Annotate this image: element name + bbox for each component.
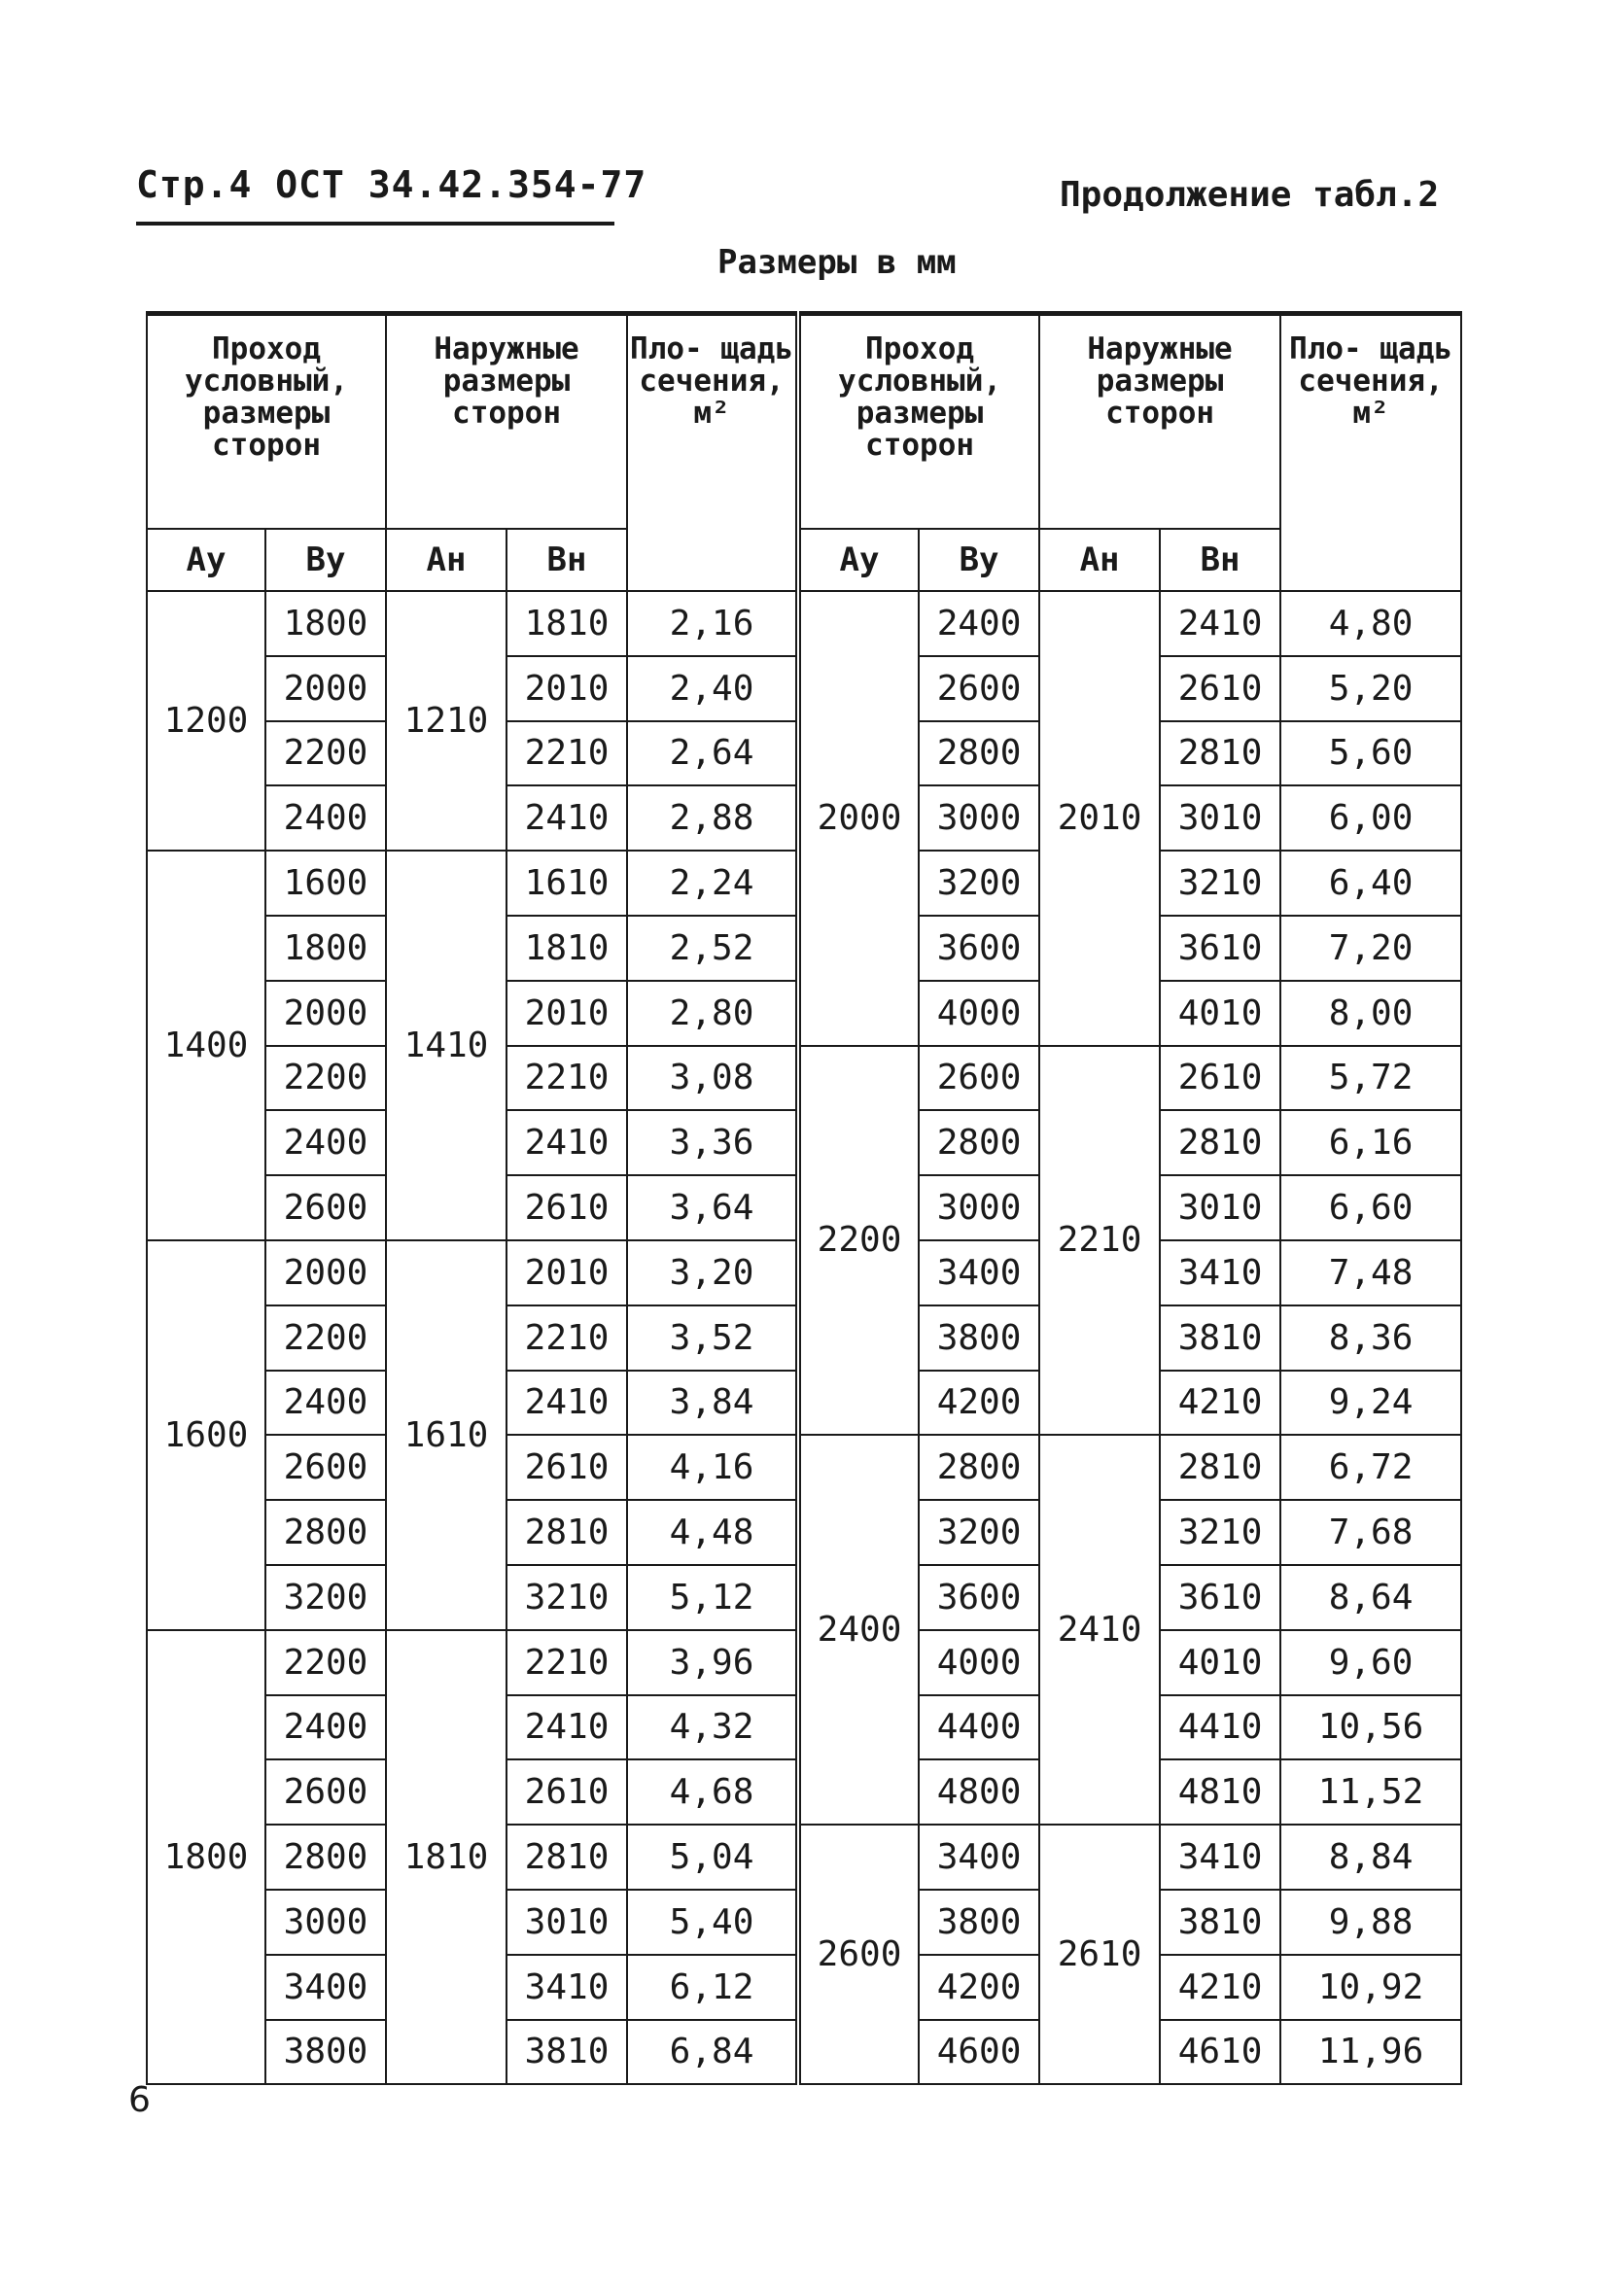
page-header-right: Продолжение табл.2 [1060,175,1440,215]
cell-area: 5,40 [627,1890,798,1955]
cell-bn: 4210 [1160,1371,1280,1436]
cell-by: 1800 [265,916,386,981]
cell-area: 8,64 [1280,1565,1461,1630]
dimensions-table [146,311,1462,2085]
cell-by: 2600 [919,656,1039,721]
cell-area: 6,12 [627,1955,798,2020]
subheader-by-right: Bу [919,529,1039,591]
cell-area: 3,96 [627,1630,798,1695]
cell-bn: 1810 [507,591,627,656]
cell-area: 6,40 [1280,851,1461,916]
cell-bn: 3810 [1160,1305,1280,1371]
cell-ay: 2200 [798,1046,919,1436]
cell-by: 2800 [265,1825,386,1890]
cell-bn: 3210 [1160,851,1280,916]
cell-area: 7,68 [1280,1500,1461,1565]
cell-bn: 4410 [1160,1695,1280,1760]
cell-bn: 3410 [1160,1240,1280,1305]
cell-bn: 2810 [1160,1435,1280,1500]
cell-by: 1800 [265,591,386,656]
cell-by: 2800 [919,1110,1039,1175]
cell-area: 4,68 [627,1759,798,1825]
cell-an: 2410 [1039,1435,1160,1825]
cell-area: 9,88 [1280,1890,1461,1955]
table-row [147,591,1461,656]
cell-bn: 2610 [507,1175,627,1240]
cell-by: 4000 [919,981,1039,1046]
subheader-ay-left: Aу [147,529,265,591]
header-outer-right: Наружные размеры сторон [1039,314,1280,530]
cell-area: 3,20 [627,1240,798,1305]
cell-area: 9,24 [1280,1371,1461,1436]
cell-by: 2600 [919,1046,1039,1111]
cell-area: 4,80 [1280,591,1461,656]
cell-bn: 2410 [1160,591,1280,656]
cell-bn: 3010 [1160,785,1280,851]
cell-by: 4800 [919,1759,1039,1825]
cell-bn: 2610 [1160,1046,1280,1111]
subheader-an-left: Aн [386,529,507,591]
cell-area: 2,88 [627,785,798,851]
cell-area: 7,48 [1280,1240,1461,1305]
subheader-bn-left: Bн [507,529,627,591]
cell-by: 3000 [265,1890,386,1955]
cell-bn: 2010 [507,1240,627,1305]
cell-by: 2000 [265,981,386,1046]
cell-by: 2600 [265,1435,386,1500]
cell-area: 2,24 [627,851,798,916]
cell-bn: 2610 [507,1435,627,1500]
cell-area: 4,32 [627,1695,798,1760]
cell-an: 1210 [386,591,507,851]
cell-bn: 2810 [507,1500,627,1565]
header-area-right: Пло- щадь сечения, м² [1280,314,1461,592]
cell-bn: 2410 [507,1110,627,1175]
subheader-by-left: Bу [265,529,386,591]
cell-area: 8,84 [1280,1825,1461,1890]
cell-area: 5,60 [1280,721,1461,786]
subheader-ay-right: Aу [798,529,919,591]
cell-area: 5,12 [627,1565,798,1630]
cell-by: 3600 [919,1565,1039,1630]
cell-ay: 1200 [147,591,265,851]
header-underline [136,222,614,226]
cell-by: 4400 [919,1695,1039,1760]
cell-an: 1610 [386,1240,507,1630]
cell-bn: 2610 [1160,656,1280,721]
cell-an: 2010 [1039,591,1160,1046]
cell-by: 2200 [265,1630,386,1695]
cell-by: 3800 [919,1305,1039,1371]
cell-area: 4,16 [627,1435,798,1500]
cell-ay: 1800 [147,1630,265,2085]
cell-by: 3000 [919,1175,1039,1240]
cell-area: 5,04 [627,1825,798,1890]
cell-by: 1600 [265,851,386,916]
table-row [147,1435,1461,1500]
subheader-bn-right: Bн [1160,529,1280,591]
cell-bn: 2010 [507,981,627,1046]
cell-area: 2,64 [627,721,798,786]
cell-bn: 4210 [1160,1955,1280,2020]
cell-ay: 2400 [798,1435,919,1825]
cell-by: 2400 [265,1371,386,1436]
cell-by: 2200 [265,1305,386,1371]
cell-area: 9,60 [1280,1630,1461,1695]
cell-area: 3,52 [627,1305,798,1371]
cell-bn: 4010 [1160,1630,1280,1695]
cell-an: 1410 [386,851,507,1240]
cell-area: 4,48 [627,1500,798,1565]
cell-bn: 3610 [1160,1565,1280,1630]
cell-bn: 4810 [1160,1759,1280,1825]
cell-bn: 4010 [1160,981,1280,1046]
cell-by: 3200 [265,1565,386,1630]
cell-area: 3,64 [627,1175,798,1240]
cell-by: 3800 [265,2020,386,2085]
header-pass-right: Проход условный, размеры сторон [798,314,1039,530]
cell-area: 2,40 [627,656,798,721]
cell-bn: 3010 [507,1890,627,1955]
cell-by: 2600 [265,1759,386,1825]
cell-area: 6,72 [1280,1435,1461,1500]
cell-bn: 2810 [1160,1110,1280,1175]
cell-ay: 1400 [147,851,265,1240]
cell-bn: 2210 [507,1630,627,1695]
cell-by: 3400 [919,1825,1039,1890]
cell-by: 3400 [265,1955,386,2020]
cell-area: 3,08 [627,1046,798,1111]
cell-bn: 2210 [507,721,627,786]
cell-area: 2,52 [627,916,798,981]
cell-bn: 2210 [507,1305,627,1371]
cell-area: 10,56 [1280,1695,1461,1760]
cell-area: 7,20 [1280,916,1461,981]
cell-area: 8,00 [1280,981,1461,1046]
page-number: 6 [128,2080,151,2120]
cell-by: 4200 [919,1955,1039,2020]
cell-area: 6,60 [1280,1175,1461,1240]
header-outer-left: Наружные размеры сторон [386,314,627,530]
cell-bn: 3610 [1160,916,1280,981]
cell-by: 3600 [919,916,1039,981]
cell-bn: 3810 [1160,1890,1280,1955]
cell-by: 3200 [919,1500,1039,1565]
cell-by: 3200 [919,851,1039,916]
cell-an: 1810 [386,1630,507,2085]
cell-area: 11,96 [1280,2020,1461,2085]
cell-area: 11,52 [1280,1759,1461,1825]
cell-by: 4600 [919,2020,1039,2085]
cell-by: 2200 [265,721,386,786]
cell-area: 3,36 [627,1110,798,1175]
cell-by: 2800 [919,721,1039,786]
cell-area: 8,36 [1280,1305,1461,1371]
cell-by: 3000 [919,785,1039,851]
cell-by: 3400 [919,1240,1039,1305]
cell-by: 2800 [919,1435,1039,1500]
cell-bn: 3410 [1160,1825,1280,1890]
cell-area: 6,84 [627,2020,798,2085]
cell-bn: 2610 [507,1759,627,1825]
cell-an: 2210 [1039,1046,1160,1436]
cell-area: 2,80 [627,981,798,1046]
cell-area: 5,20 [1280,656,1461,721]
cell-bn: 2810 [1160,721,1280,786]
cell-bn: 3410 [507,1955,627,2020]
cell-bn: 2010 [507,656,627,721]
cell-area: 6,00 [1280,785,1461,851]
cell-bn: 2810 [507,1825,627,1890]
header-area-left: Пло- щадь сечения, м² [627,314,798,592]
cell-by: 2400 [265,1695,386,1760]
cell-ay: 2600 [798,1825,919,2084]
cell-area: 3,84 [627,1371,798,1436]
cell-area: 5,72 [1280,1046,1461,1111]
cell-area: 2,16 [627,591,798,656]
cell-bn: 2410 [507,1371,627,1436]
header-pass-left: Проход условный, размеры сторон [147,314,386,530]
table-row [147,1046,1461,1111]
cell-by: 2000 [265,1240,386,1305]
cell-bn: 1810 [507,916,627,981]
cell-bn: 3210 [507,1565,627,1630]
units-caption: Размеры в мм [717,243,957,282]
cell-by: 2200 [265,1046,386,1111]
cell-area: 6,16 [1280,1110,1461,1175]
cell-bn: 3010 [1160,1175,1280,1240]
cell-bn: 4610 [1160,2020,1280,2085]
cell-by: 3800 [919,1890,1039,1955]
cell-ay: 2000 [798,591,919,1046]
cell-an: 2610 [1039,1825,1160,2084]
cell-bn: 3810 [507,2020,627,2085]
cell-by: 4000 [919,1630,1039,1695]
cell-by: 2400 [265,785,386,851]
subheader-an-right: Aн [1039,529,1160,591]
cell-bn: 2410 [507,1695,627,1760]
cell-by: 2400 [265,1110,386,1175]
cell-by: 4200 [919,1371,1039,1436]
cell-by: 2400 [919,591,1039,656]
cell-bn: 2210 [507,1046,627,1111]
cell-area: 10,92 [1280,1955,1461,2020]
cell-ay: 1600 [147,1240,265,1630]
cell-by: 2800 [265,1500,386,1565]
table-row [147,1825,1461,1890]
page-header-left: Стр.4 ОСТ 34.42.354-77 [136,163,647,206]
cell-bn: 2410 [507,785,627,851]
cell-by: 2000 [265,656,386,721]
cell-bn: 3210 [1160,1500,1280,1565]
cell-bn: 1610 [507,851,627,916]
cell-by: 2600 [265,1175,386,1240]
